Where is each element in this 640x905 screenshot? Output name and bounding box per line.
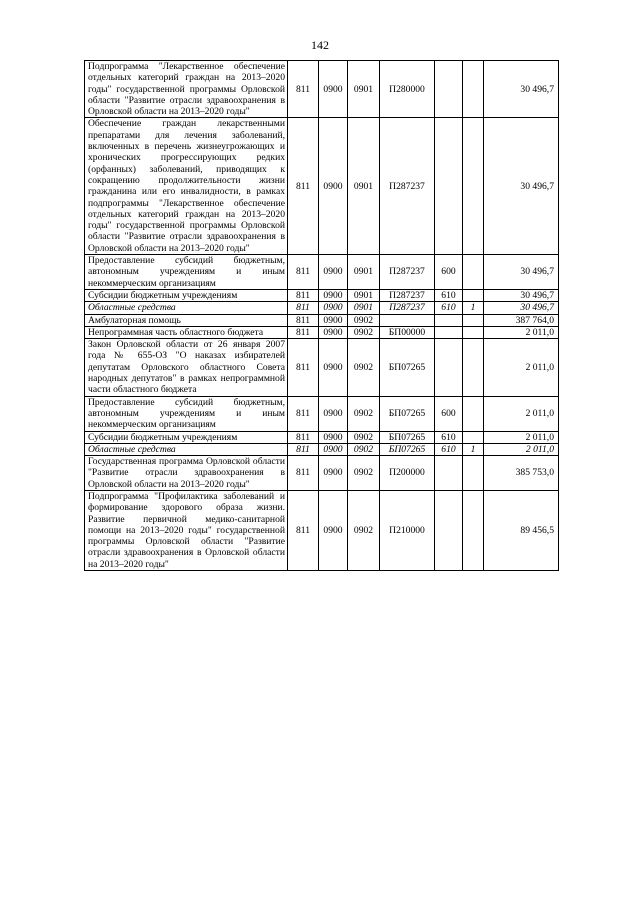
admin-code-cell: 811 [288, 490, 319, 570]
expense-type-cell: 610 [435, 302, 463, 314]
funding-source-cell [463, 456, 484, 491]
row-name-cell: Предоставление субсидий бюджетным, автономным учреждениям и иным некоммерческим организациям [85, 396, 288, 431]
section-code-cell: 0900 [319, 431, 348, 443]
expense-type-cell [435, 61, 463, 118]
target-article-cell [380, 314, 435, 326]
table-row [85, 289, 559, 301]
amount-cell: 30 496,7 [484, 289, 559, 301]
funding-source-cell [463, 326, 484, 338]
table-row [85, 339, 559, 396]
target-article-cell: БП07265 [380, 431, 435, 443]
subsection-code-cell: 0902 [348, 339, 380, 396]
amount-cell: 89 456,5 [484, 490, 559, 570]
expense-type-cell [435, 339, 463, 396]
table-row [85, 456, 559, 491]
section-code-cell: 0900 [319, 118, 348, 255]
expense-type-cell: 610 [435, 443, 463, 455]
amount-cell: 2 011,0 [484, 443, 559, 455]
target-article-cell: П280000 [380, 61, 435, 118]
row-name-cell: Закон Орловской области от 26 января 2007 года № 655-ОЗ "О наказах избирателей депутатам Орловского областного Совета народных депутатов" в рамках непрограммной части областного бюджета [85, 339, 288, 396]
funding-source-cell [463, 255, 484, 290]
table-row [85, 326, 559, 338]
amount-cell: 2 011,0 [484, 326, 559, 338]
subsection-code-cell: 0901 [348, 302, 380, 314]
target-article-cell: П200000 [380, 456, 435, 491]
admin-code-cell: 811 [288, 61, 319, 118]
expense-type-cell [435, 456, 463, 491]
table-row [85, 443, 559, 455]
expense-type-cell [435, 326, 463, 338]
funding-source-cell [463, 339, 484, 396]
target-article-cell: П287237 [380, 289, 435, 301]
budget-table-body [85, 61, 559, 571]
row-name-cell: Непрограммная часть областного бюджета [85, 326, 288, 338]
funding-source-cell: 1 [463, 443, 484, 455]
row-name-cell: Субсидии бюджетным учреждениям [85, 431, 288, 443]
row-name-cell: Подпрограмма "Профилактика заболеваний и формирование здорового образа жизни. Развитие первичной медико-санитарной помощи на 2013–2020 годы" государственной программы Орловской области "Развитие отрасли здравоохранения в Орловской области на 2013–2020 годы" [85, 490, 288, 570]
subsection-code-cell: 0902 [348, 314, 380, 326]
expense-type-cell [435, 490, 463, 570]
funding-source-cell [463, 118, 484, 255]
table-row [85, 490, 559, 570]
amount-cell: 2 011,0 [484, 431, 559, 443]
section-code-cell: 0900 [319, 289, 348, 301]
row-name-cell: Амбулаторная помощь [85, 314, 288, 326]
expense-type-cell [435, 118, 463, 255]
amount-cell: 387 764,0 [484, 314, 559, 326]
section-code-cell: 0900 [319, 490, 348, 570]
amount-cell: 385 753,0 [484, 456, 559, 491]
row-name-cell: Областные средства [85, 443, 288, 455]
funding-source-cell: 1 [463, 302, 484, 314]
amount-cell: 30 496,7 [484, 118, 559, 255]
subsection-code-cell: 0902 [348, 456, 380, 491]
row-name-cell: Предоставление субсидий бюджетным, автономным учреждениям и иным некоммерческим организациям [85, 255, 288, 290]
section-code-cell: 0900 [319, 443, 348, 455]
amount-cell: 2 011,0 [484, 339, 559, 396]
target-article-cell: БП07265 [380, 443, 435, 455]
target-article-cell: БП07265 [380, 339, 435, 396]
expense-type-cell: 600 [435, 396, 463, 431]
row-name-cell: Областные средства [85, 302, 288, 314]
target-article-cell: П210000 [380, 490, 435, 570]
subsection-code-cell: 0902 [348, 326, 380, 338]
funding-source-cell [463, 289, 484, 301]
admin-code-cell: 811 [288, 443, 319, 455]
table-row [85, 302, 559, 314]
expense-type-cell: 600 [435, 255, 463, 290]
section-code-cell: 0900 [319, 314, 348, 326]
table-row [85, 61, 559, 118]
subsection-code-cell: 0901 [348, 289, 380, 301]
target-article-cell: БП07265 [380, 396, 435, 431]
subsection-code-cell: 0902 [348, 431, 380, 443]
amount-cell: 2 011,0 [484, 396, 559, 431]
target-article-cell: П287237 [380, 302, 435, 314]
admin-code-cell: 811 [288, 255, 319, 290]
admin-code-cell: 811 [288, 118, 319, 255]
subsection-code-cell: 0902 [348, 443, 380, 455]
row-name-cell: Обеспечение граждан лекарственными препаратами для лечения заболеваний, включенных в перечень жизнеугрожающих и хронических прогрессирующих редких (орфанных) заболеваний, приводящих к сокращению продолжительности жизни гражданина или его инвалидности, в рамках подпрограммы "Лекарственное обеспечение отдельных категорий граждан на 2013–2020 годы" государственной программы Орловской области "Развитие отрасли здравоохранения в Орловской области на 2013–2020 годы" [85, 118, 288, 255]
section-code-cell: 0900 [319, 255, 348, 290]
subsection-code-cell: 0902 [348, 396, 380, 431]
row-name-cell: Государственная программа Орловской области "Развитие отрасли здравоохранения в Орловской области на 2013–2020 годы" [85, 456, 288, 491]
row-name-cell: Субсидии бюджетным учреждениям [85, 289, 288, 301]
admin-code-cell: 811 [288, 314, 319, 326]
admin-code-cell: 811 [288, 396, 319, 431]
funding-source-cell [463, 431, 484, 443]
admin-code-cell: 811 [288, 431, 319, 443]
amount-cell: 30 496,7 [484, 255, 559, 290]
admin-code-cell: 811 [288, 302, 319, 314]
funding-source-cell [463, 314, 484, 326]
subsection-code-cell: 0902 [348, 490, 380, 570]
section-code-cell: 0900 [319, 326, 348, 338]
expense-type-cell [435, 314, 463, 326]
amount-cell: 30 496,7 [484, 61, 559, 118]
admin-code-cell: 811 [288, 339, 319, 396]
table-row [85, 118, 559, 255]
subsection-code-cell: 0901 [348, 118, 380, 255]
budget-table [84, 60, 559, 571]
admin-code-cell: 811 [288, 456, 319, 491]
section-code-cell: 0900 [319, 339, 348, 396]
page-number: 142 [311, 38, 329, 52]
funding-source-cell [463, 490, 484, 570]
expense-type-cell: 610 [435, 289, 463, 301]
table-row [85, 255, 559, 290]
subsection-code-cell: 0901 [348, 61, 380, 118]
section-code-cell: 0900 [319, 456, 348, 491]
expense-type-cell: 610 [435, 431, 463, 443]
admin-code-cell: 811 [288, 289, 319, 301]
funding-source-cell [463, 396, 484, 431]
table-row [85, 431, 559, 443]
row-name-cell: Подпрограмма "Лекарственное обеспечение отдельных категорий граждан на 2013–2020 годы" государственной программы Орловской области "Развитие отрасли здравоохранения в Орловской области на 2013–2020 годы" [85, 61, 288, 118]
target-article-cell: БП00000 [380, 326, 435, 338]
table-row [85, 314, 559, 326]
section-code-cell: 0900 [319, 302, 348, 314]
admin-code-cell: 811 [288, 326, 319, 338]
section-code-cell: 0900 [319, 61, 348, 118]
target-article-cell: П287237 [380, 118, 435, 255]
section-code-cell: 0900 [319, 396, 348, 431]
subsection-code-cell: 0901 [348, 255, 380, 290]
target-article-cell: П287237 [380, 255, 435, 290]
funding-source-cell [463, 61, 484, 118]
table-row [85, 396, 559, 431]
amount-cell: 30 496,7 [484, 302, 559, 314]
